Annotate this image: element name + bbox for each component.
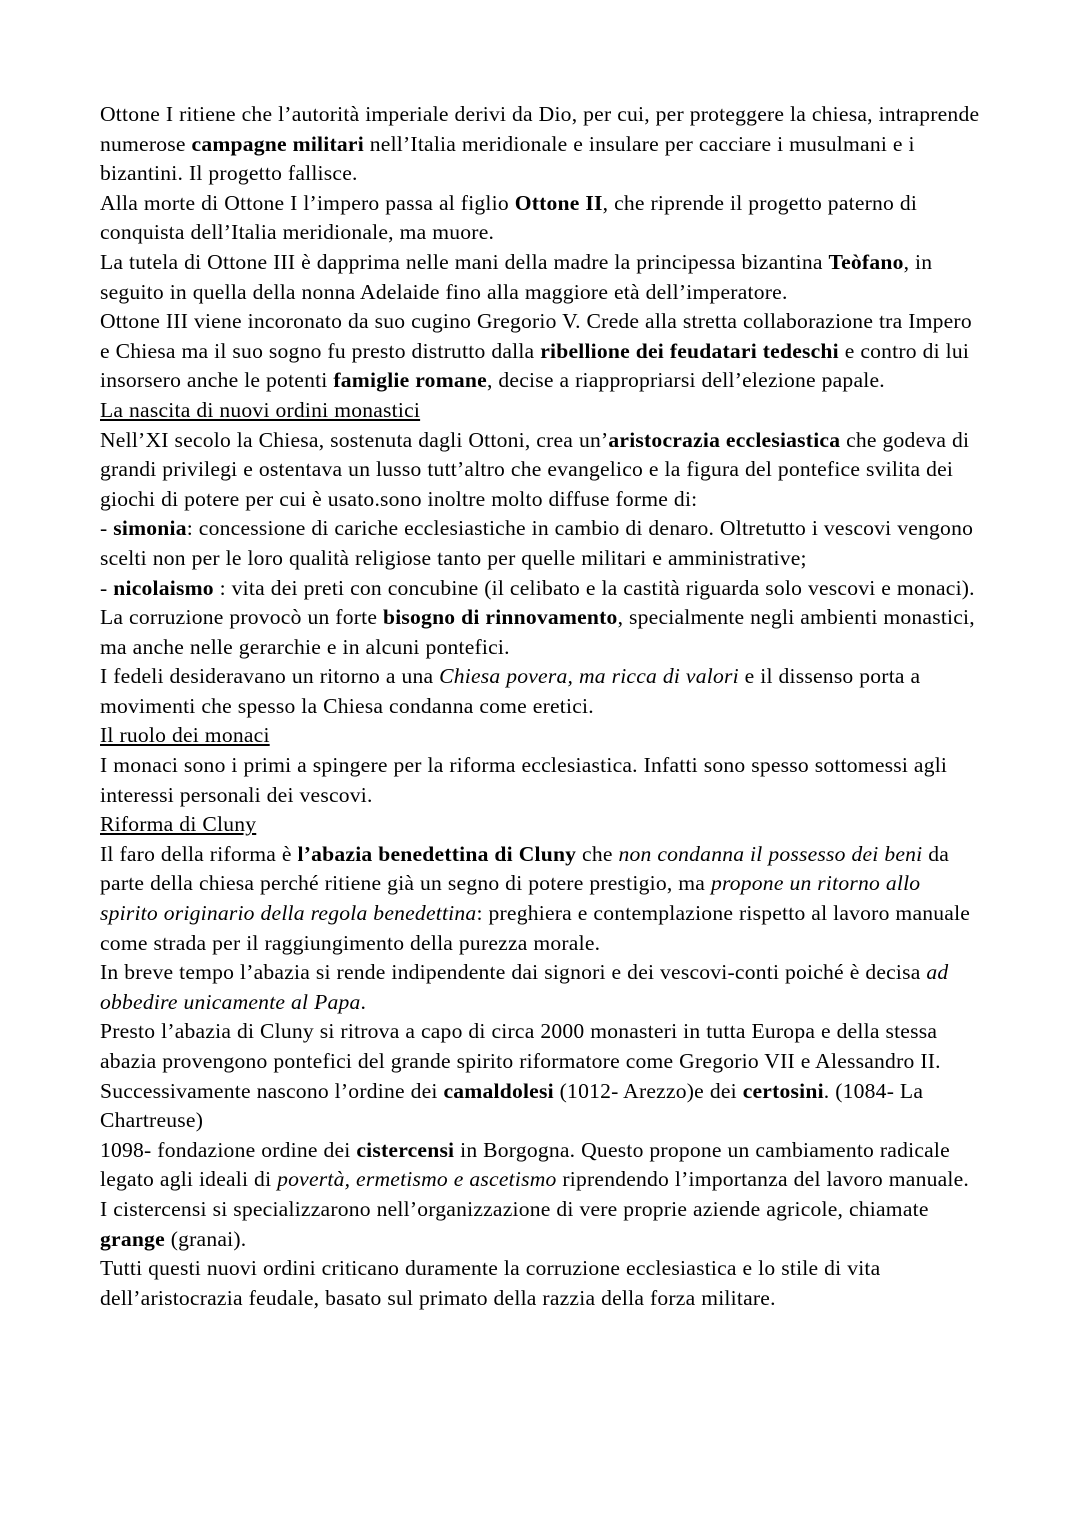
text-run: , che riprende il progetto paterno di conquista dell’Italia meridionale, ma muore. xyxy=(100,190,918,245)
emphasis-bold: camaldolesi xyxy=(443,1078,554,1103)
text-run: Successivamente nascono l’ordine dei xyxy=(100,1078,444,1103)
text-run: che godeva di grandi privilegi e ostentava un lusso tutt’altro che evangelico e la figura del pontefice svilita dei giochi di potere per cui è usato.sono inoltre molto diffuse forme di: xyxy=(100,427,970,511)
text-run: In breve tempo l’abazia si rende indipendente dai signori e dei vescovi-conti poiché è decisa xyxy=(100,960,927,985)
text-run: riprendendo l’importanza del lavoro manuale. xyxy=(556,1167,970,1192)
text-run: - xyxy=(100,516,114,541)
text-run: (granai). xyxy=(164,1226,247,1251)
emphasis-bold: nicolaismo xyxy=(113,575,214,600)
emphasis-bold: grange xyxy=(100,1226,165,1251)
emphasis-bold: famiglie romane xyxy=(333,368,487,393)
text-run: - xyxy=(100,575,114,600)
emphasis-bold: aristocrazia ecclesiastica xyxy=(608,427,841,452)
text-run: La corruzione provocò un forte xyxy=(100,605,383,630)
text-run: Il faro della riforma è xyxy=(100,841,298,866)
text-run: , specialmente negli ambienti monastici, ma anche nelle gerarchie e in alcuni pontefici. xyxy=(100,605,975,659)
heading-text: La nascita di nuovi ordini monastici xyxy=(100,397,421,422)
para-nicolaismo xyxy=(100,574,980,604)
text-run: Ottone I ritiene che l’autorità imperiale derivi da Dio, per cui, per proteggere la chiesa, intraprende numerose xyxy=(100,102,980,156)
text-run: , decise a riappropriarsi dell’elezione papale. xyxy=(486,368,885,393)
heading-text: Il ruolo dei monaci xyxy=(100,723,270,748)
para-abazia-cluny xyxy=(100,840,980,958)
emphasis-bold: Teòfano xyxy=(828,249,904,274)
emphasis-bold: campagne militari xyxy=(191,131,364,156)
text-run: e il dissenso porta a movimenti che spesso la Chiesa condanna come eretici. xyxy=(100,664,921,718)
emphasis-bold: cistercensi xyxy=(356,1137,455,1162)
para-ottone-ii xyxy=(100,189,980,248)
text-run: Alla morte di Ottone I l’impero passa al figlio xyxy=(100,190,515,215)
emphasis-italic: non condanna il possesso dei beni xyxy=(618,841,923,866)
para-cistercensi-fondazione xyxy=(100,1136,980,1195)
heading-ruolo-dei-monaci xyxy=(100,721,980,751)
text-run: : preghiera e contemplazione rispetto al lavoro manuale come strada per il raggiungimento della purezza morale. xyxy=(100,901,971,955)
text-run: : concessione di cariche ecclesiastiche in cambio di denaro. Oltretutto i vescovi vengono scelti non per le loro qualità religiose tanto per quelle militari e amministrative; xyxy=(100,516,974,570)
para-grange xyxy=(100,1195,980,1254)
para-abazia-indipendente xyxy=(100,958,980,1017)
document-text-body xyxy=(100,100,980,1313)
para-ottone-i xyxy=(100,100,980,189)
text-run: che xyxy=(576,841,619,866)
text-run: . (1084- La Chartreuse) xyxy=(100,1078,924,1133)
emphasis-bold: ribellione dei feudatari tedeschi xyxy=(540,338,839,363)
para-camaldolesi-certosini xyxy=(100,1077,980,1136)
para-critica-corruzione xyxy=(100,1254,980,1313)
text-run: , in seguito in quella della nonna Adelaide fino alla maggiore età dell’imperatore. xyxy=(100,249,933,304)
para-corruzione-rinnovamento xyxy=(100,603,980,662)
para-monaci-riforma xyxy=(100,751,980,810)
heading-nascita-ordini-monastici xyxy=(100,396,980,426)
emphasis-bold: bisogno di rinnovamento xyxy=(382,605,618,630)
text-run: I cistercensi si specializzarono nell’organizzazione di vere proprie aziende agricole, chiamate xyxy=(100,1196,929,1221)
text-run: Nell’XI secolo la Chiesa, sostenuta dagli Ottoni, crea un’ xyxy=(100,427,609,452)
text-run: I fedeli desideravano un ritorno a una xyxy=(100,664,440,689)
emphasis-italic: ad obbedire unicamente al Papa xyxy=(100,960,949,1014)
heading-riforma-di-cluny xyxy=(100,810,980,840)
text-run: : vita dei preti con concubine (il celibato e la castità riguarda solo vescovi e monaci). xyxy=(213,575,975,600)
text-run: da parte della chiesa perché ritiene già un segno di potere prestigio, ma xyxy=(100,841,950,896)
emphasis-italic: Chiesa povera, ma ricca di valori xyxy=(439,664,739,689)
text-run: nell’Italia meridionale e insulare per cacciare i musulmani e i bizantini. Il progetto fallisce. xyxy=(100,131,915,186)
text-run: e contro di lui insorsero anche le potenti xyxy=(100,338,970,393)
text-run: Ottone III viene incoronato da suo cugino Gregorio V. Crede alla stretta collaborazione tra Impero e Chiesa ma il suo sogno fu presto distrutto dalla xyxy=(100,309,972,363)
emphasis-italic: propone un ritorno allo spirito originario della regola benedettina xyxy=(100,871,921,926)
emphasis-bold: certosini xyxy=(742,1078,824,1103)
text-run: (1012- Arezzo)e dei xyxy=(553,1078,743,1103)
para-ottone-iii-incoronazione xyxy=(100,307,980,396)
text-run: Tutti questi nuovi ordini criticano duramente la corruzione ecclesiastica e lo stile di vita dell’aristocrazia feudale, basato sul primato della razzia della forza militare. xyxy=(100,1256,881,1310)
text-run: in Borgogna. Questo propone un cambiamento radicale legato agli ideali di xyxy=(100,1137,950,1192)
text-run: 1098- fondazione ordine dei xyxy=(100,1137,357,1162)
para-tutela-ottone-iii xyxy=(100,248,980,307)
emphasis-italic: povertà, ermetismo e ascetismo xyxy=(277,1167,557,1192)
text-run: I monaci sono i primi a spingere per la riforma ecclesiastica. Infatti sono spesso sottomessi agli interessi personali dei vescovi. xyxy=(100,753,948,807)
emphasis-bold: simonia xyxy=(113,516,187,541)
text-run: La tutela di Ottone III è dapprima nelle mani della madre la principessa bizantina xyxy=(100,249,829,274)
para-fedeli-chiesa-povera xyxy=(100,662,980,721)
heading-text: Riforma di Cluny xyxy=(100,812,257,837)
para-cluny-monasteri xyxy=(100,1017,980,1076)
para-simonia xyxy=(100,514,980,573)
text-run: Presto l’abazia di Cluny si ritrova a capo di circa 2000 monasteri in tutta Europa e della stessa abazia provengono pontefici del grande spirito riformatore come Gregorio VII e Alessandro II. xyxy=(100,1019,941,1073)
emphasis-bold: l’abazia benedettina di Cluny xyxy=(297,841,577,866)
para-aristocrazia-ecclesiastica xyxy=(100,426,980,515)
text-run: . xyxy=(360,989,367,1014)
emphasis-bold: Ottone II xyxy=(514,190,603,215)
